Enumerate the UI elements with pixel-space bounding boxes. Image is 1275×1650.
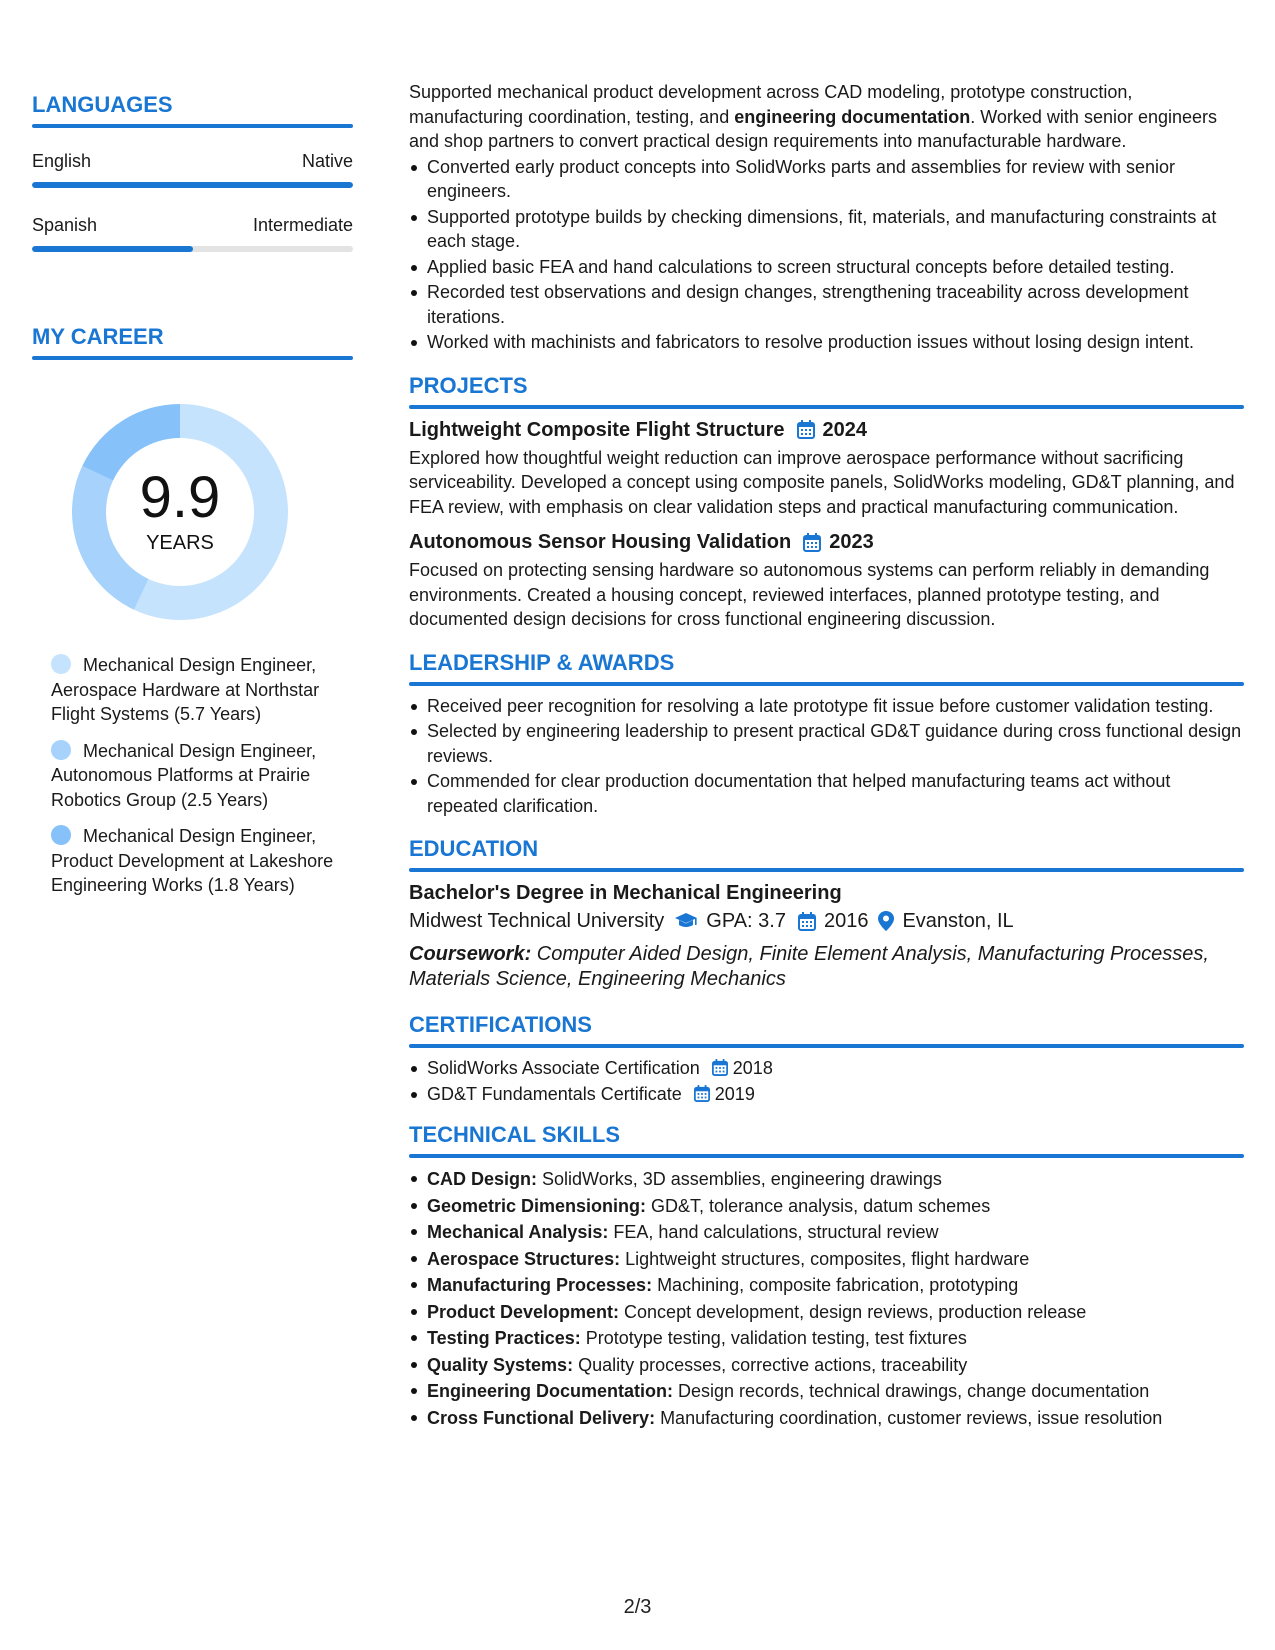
skill-label: Aerospace Structures:: [427, 1248, 621, 1269]
projects-title: PROJECTS: [409, 372, 528, 398]
education-title: EDUCATION: [409, 836, 539, 861]
skill-item: [409, 1193, 1244, 1220]
education-location: Evanston, IL: [902, 910, 1014, 932]
education-year: 2016: [823, 910, 869, 932]
coursework-list: Computer Aided Design, Finite Element Analysis, Manufacturing Processes, Materials Science, Engineering Mechanics: [409, 943, 1209, 990]
skill-label: CAD Design:: [427, 1169, 538, 1189]
page-number: 2/3: [623, 1596, 652, 1618]
experience-bullet: Converted early product concepts into SolidWorks parts and assemblies for review with senior engineers.: [409, 155, 1244, 204]
career-legend: [32, 653, 353, 898]
experience-bullet: Recorded test observations and design changes, strengthening traceability across development iterations.: [409, 280, 1244, 329]
legend-dot: [51, 654, 71, 674]
skill-label: Mechanical Analysis:: [427, 1222, 609, 1242]
certification-item: [409, 1056, 1244, 1081]
language-item: [32, 214, 353, 252]
career-legend-item: [51, 739, 353, 813]
language-level: Intermediate: [252, 215, 353, 235]
skill-label: Product Development:: [427, 1301, 620, 1322]
project-name: Lightweight Composite Flight Structure: [409, 418, 785, 441]
skill-text: Machining, composite fabrication, prototyping: [652, 1275, 1019, 1295]
skill-text: Prototype testing, validation testing, test fixtures: [580, 1328, 967, 1348]
experience-section: [409, 80, 1244, 355]
leadership-bullet: Received peer recognition for resolving a late prototype fit issue before customer validation testing.: [409, 694, 1244, 719]
career-donut-chart: [67, 399, 293, 625]
skill-text: Manufacturing coordination, customer reviews, issue resolution: [655, 1407, 1163, 1428]
skill-text: FEA, hand calculations, structural review: [608, 1222, 939, 1242]
language-proficiency-bar: [32, 246, 353, 252]
education-degree: Bachelor's Degree in Mechanical Engineering: [409, 882, 842, 904]
experience-bullet: Worked with machinists and fabricators to resolve production issues without losing design intent.: [409, 330, 1244, 355]
project-item: [409, 417, 1244, 520]
certification-year: 2018: [732, 1058, 773, 1078]
certification-item: [409, 1082, 1244, 1107]
section-rule: [409, 1044, 1244, 1048]
project-description: Focused on protecting sensing hardware so autonomous systems can perform reliably in demanding environments. Created a housing concept, reviewed interfaces, planned prototype testing, and documented design decisions for cross functional engineering discussion.: [409, 560, 1210, 629]
skill-text: SolidWorks, 3D assemblies, engineering drawings: [537, 1169, 942, 1189]
education-details: [409, 908, 1244, 934]
career-legend-label: Mechanical Design Engineer, Aerospace Hardware at Northstar Flight Systems (5.7 Years): [51, 655, 320, 724]
skill-item: [409, 1378, 1244, 1405]
skill-item: [409, 1352, 1244, 1379]
skill-label: Quality Systems:: [427, 1354, 574, 1375]
calendar-icon: [694, 1085, 710, 1102]
education-gpa: GPA: 3.7: [706, 910, 786, 932]
skill-label: Engineering Documentation:: [427, 1381, 674, 1401]
language-proficiency-fill: [32, 246, 193, 252]
legend-dot: [51, 740, 71, 760]
skill-item: [409, 1299, 1244, 1326]
career-legend-item: [51, 824, 353, 898]
calendar-icon: [803, 533, 821, 552]
career-section: [32, 324, 353, 898]
language-level: Native: [301, 151, 353, 171]
leadership-section: [409, 650, 1244, 819]
languages-title: LANGUAGES: [32, 92, 173, 117]
skill-item: [409, 1166, 1244, 1193]
leadership-title: LEADERSHIP & AWARDS: [409, 649, 675, 675]
education-school: Midwest Technical University: [409, 910, 665, 932]
certification-name: GD&T Fundamentals Certificate: [427, 1083, 682, 1104]
skill-label: Geometric Dimensioning:: [427, 1195, 647, 1216]
certification-name: SolidWorks Associate Certification: [427, 1058, 700, 1078]
experience-bullet: Applied basic FEA and hand calculations to screen structural concepts before detailed testing.: [409, 255, 1244, 280]
language-name: Spanish: [32, 215, 98, 235]
career-legend-label: Mechanical Design Engineer, Autonomous Platforms at Prairie Robotics Group (2.5 Years): [51, 740, 317, 810]
language-proficiency-bar: [32, 182, 353, 188]
calendar-icon: [797, 420, 815, 439]
summary-text: . Worked with senior engineers and shop partners to convert practical design requirements into manufacturable hardware.: [409, 106, 1218, 151]
calendar-icon: [712, 1059, 728, 1076]
career-legend-item: [51, 653, 353, 727]
skill-text: Quality processes, corrective actions, traceability: [573, 1354, 968, 1375]
skills-list: [409, 1166, 1244, 1431]
certification-year: 2019: [714, 1083, 755, 1104]
project-name: Autonomous Sensor Housing Validation: [409, 531, 792, 553]
skill-label: Testing Practices:: [427, 1328, 581, 1348]
summary-emphasis: engineering documentation: [734, 106, 971, 127]
project-item: [409, 529, 1244, 632]
leadership-bullet: Commended for clear production documentation that helped manufacturing teams act without repeated clarification.: [409, 769, 1244, 818]
section-rule: [409, 405, 1244, 409]
location-pin-icon: [878, 911, 894, 931]
skill-item: [409, 1325, 1244, 1352]
project-year: 2024: [822, 418, 868, 441]
career-legend-label: Mechanical Design Engineer, Product Development at Lakeshore Engineering Works (1.8 Years): [51, 826, 334, 895]
career-total-years: 9.9: [139, 465, 221, 530]
coursework-label: Coursework:: [409, 943, 532, 965]
certifications-list: [409, 1056, 1244, 1106]
skill-text: Concept development, design reviews, production release: [619, 1301, 1087, 1322]
skills-section: [409, 1122, 1244, 1431]
experience-bullet: Supported prototype builds by checking dimensions, fit, materials, and manufacturing constraints at each stage.: [409, 205, 1244, 254]
skill-label: Manufacturing Processes:: [427, 1275, 653, 1295]
section-rule: [409, 868, 1244, 872]
language-name: English: [32, 151, 92, 171]
calendar-icon: [798, 912, 816, 931]
projects-section: [409, 373, 1244, 632]
language-item: [32, 150, 353, 188]
section-rule: [409, 682, 1244, 686]
graduation-cap-icon: [674, 912, 698, 930]
skills-title: TECHNICAL SKILLS: [409, 1122, 621, 1147]
experience-summary: [409, 80, 1244, 154]
project-year: 2023: [829, 531, 874, 553]
career-title: MY CAREER: [32, 324, 164, 349]
right-column: [409, 80, 1244, 1431]
leadership-bullets: [409, 694, 1244, 819]
summary-text: Supported mechanical product development across CAD modeling, prototype construction, manufacturing coordination, testing, and: [409, 82, 1133, 127]
certifications-section: [409, 1012, 1244, 1106]
language-proficiency-fill: [32, 182, 353, 188]
legend-dot: [51, 825, 71, 845]
left-column: [32, 92, 353, 910]
skill-item: [409, 1219, 1244, 1246]
languages-section: [32, 92, 353, 252]
experience-bullets: [409, 155, 1244, 355]
project-description: Explored how thoughtful weight reduction can improve aerospace performance without sacrificing serviceability. Developed a concept using composite panels, SolidWorks modeling, GD&T planning, and FEA review, with emphasis on clear validation steps and practical manufacturing communication.: [409, 447, 1235, 517]
section-rule: [409, 1154, 1244, 1158]
skill-text: GD&T, tolerance analysis, datum schemes: [646, 1195, 991, 1216]
career-total-unit: YEARS: [146, 532, 214, 554]
skill-text: Lightweight structures, composites, flight hardware: [620, 1248, 1030, 1269]
skill-item: [409, 1405, 1244, 1432]
education-section: [409, 836, 1244, 992]
section-rule: [32, 356, 353, 360]
skill-item: [409, 1246, 1244, 1273]
certifications-title: CERTIFICATIONS: [409, 1012, 592, 1037]
education-coursework: [409, 942, 1244, 992]
leadership-bullet: Selected by engineering leadership to present practical GD&T guidance during cross functional design reviews.: [409, 719, 1244, 768]
skill-text: Design records, technical drawings, change documentation: [673, 1381, 1150, 1401]
section-rule: [32, 124, 353, 128]
skill-label: Cross Functional Delivery:: [427, 1407, 656, 1428]
skill-item: [409, 1272, 1244, 1299]
